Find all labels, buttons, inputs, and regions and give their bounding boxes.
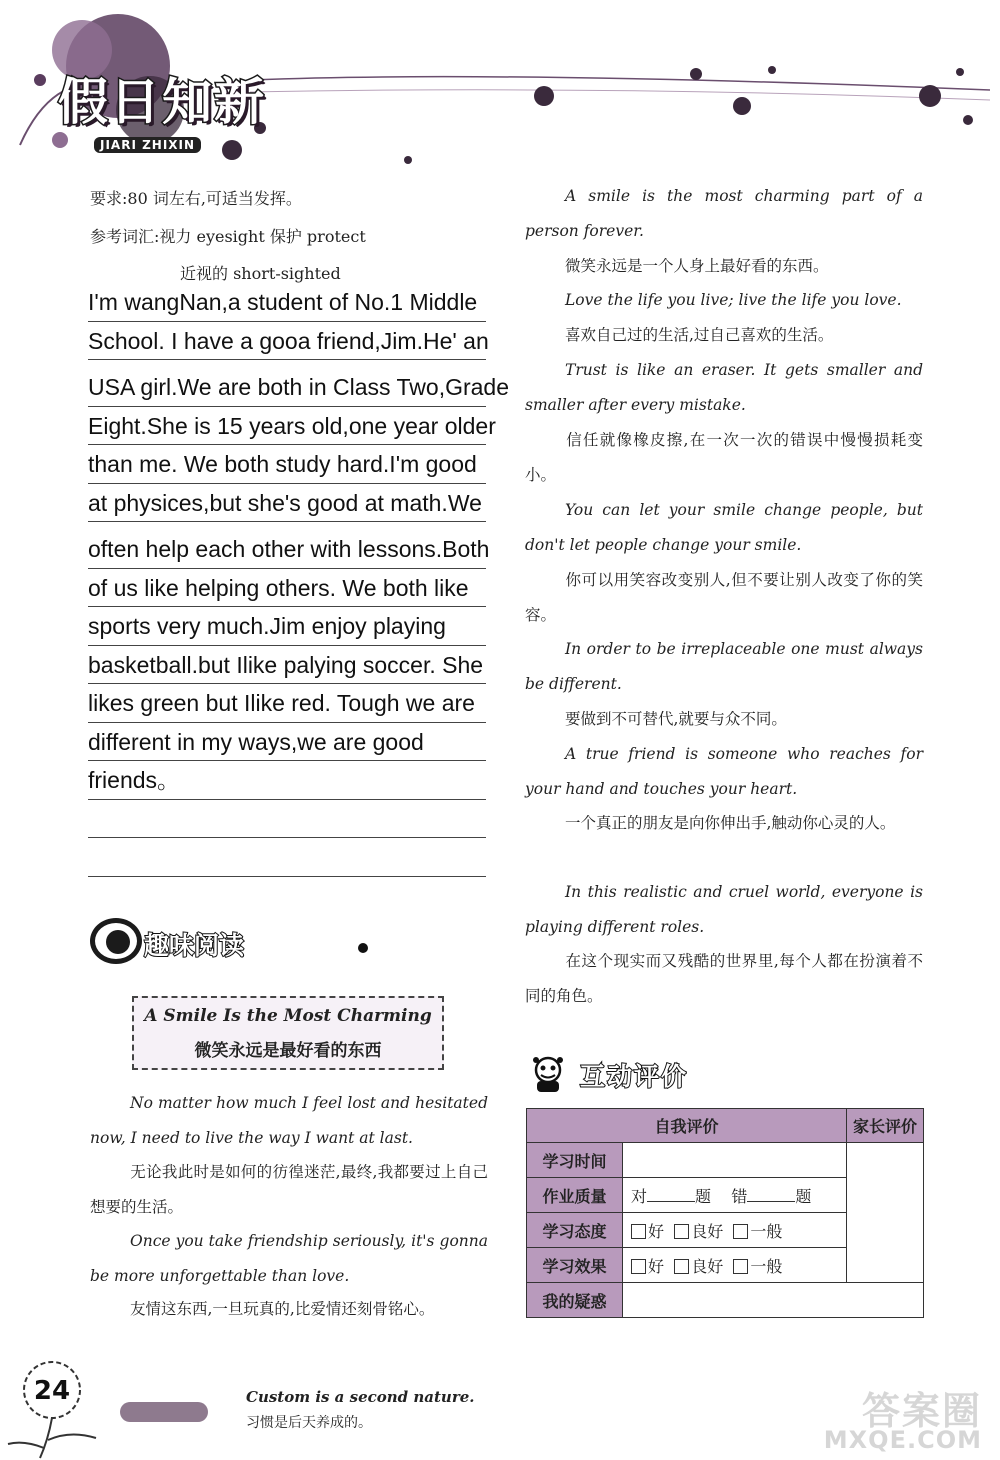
row-study-time: 学习时间 [527, 1143, 623, 1178]
reading-paragraph [525, 179, 923, 248]
reading-title-zh: 微笑永远是最好看的东西 [194, 1041, 382, 1061]
mascot-icon [528, 1054, 568, 1094]
attitude-options [623, 1213, 847, 1248]
checkbox-good[interactable] [631, 1259, 646, 1274]
essay-line: of us like helping others. We both like [88, 569, 486, 608]
paragraph-text: A true friend is someone who reaches for your hand and touches your heart. [525, 745, 923, 798]
paragraph-text: 一个真正的朋友是向你伸出手,触动你心灵的人。 [565, 814, 896, 832]
checkbox-fine[interactable] [674, 1259, 689, 1274]
row-my-questions: 我的疑惑 [527, 1283, 623, 1318]
reading-paragraph [525, 318, 923, 353]
paragraph-text: 微笑永远是一个人身上最好看的东西。 [565, 257, 829, 275]
fun-reading-heading [86, 912, 306, 974]
evaluation-table [526, 1108, 924, 1318]
paragraph-text: 友情这东西,一旦玩真的,比爱情还刻骨铭心。 [130, 1300, 435, 1318]
reading-title-en: A Smile Is the Most Charming [144, 1006, 432, 1026]
essay-line: different in my ways,we are good [88, 723, 486, 762]
motto-zh: 习惯是后天养成的。 [246, 1415, 372, 1431]
reading-paragraph [90, 1224, 488, 1293]
writing-requirement: 要求:80 词左右,可适当发挥。 [90, 189, 302, 208]
paragraph-text: 要做到不可替代,就要与众不同。 [565, 710, 787, 728]
vocab-line-1: 参考词汇:视力 eyesight 保护 protect [90, 227, 366, 246]
paragraph-text: In order to be irreplaceable one must always be different. [525, 640, 923, 693]
fun-reading-label: 趣味阅读 [144, 931, 245, 960]
vocab-line-2: 近视的 short-sighted [180, 264, 341, 283]
study-time-field[interactable] [623, 1143, 847, 1178]
question-label: 题 [795, 1186, 812, 1206]
essay-line [88, 800, 486, 839]
motto-en: Custom is a second nature. [246, 1388, 475, 1406]
reading-paragraph [525, 702, 923, 737]
essay-line: USA girl.We are both in Class Two,Grade [88, 368, 486, 407]
reading-paragraph [525, 493, 923, 562]
right-label: 对 [631, 1186, 648, 1206]
paragraph-text: 你可以用笑容改变别人,但不要让别人改变了你的笑容。 [525, 571, 923, 624]
option-normal: 一般 [750, 1221, 783, 1241]
paragraph-text: 无论我此时是如何的彷徨迷茫,最终,我都要过上自己想要的生活。 [90, 1163, 488, 1216]
checkbox-normal[interactable] [733, 1224, 748, 1239]
reading-paragraph [525, 353, 923, 422]
logo-subtitle: JIARI ZHIXIN [94, 137, 201, 153]
table-header-row [527, 1109, 924, 1143]
essay-line: basketball.but Ilike palying soccer. She [88, 646, 486, 685]
watermark-url: MXQE.COM [823, 1426, 982, 1454]
essay-line: School. I have a gooa friend,Jim.He' an [88, 322, 486, 361]
bullet-dot-icon [358, 943, 368, 953]
option-fine: 良好 [691, 1256, 724, 1276]
essay-line: often help each other with lessons.Both [88, 530, 486, 569]
essay-line: than me. We both study hard.I'm good [88, 445, 486, 484]
essay-line [88, 838, 486, 877]
option-good: 好 [648, 1221, 665, 1241]
col-parent-evaluation: 家长评价 [847, 1109, 924, 1143]
essay-line: friends。 [88, 761, 486, 800]
reading-paragraph [525, 737, 923, 806]
reading-paragraph [525, 249, 923, 284]
footer-pill-decoration [120, 1402, 208, 1422]
essay-line: likes green but Ilike red. Tough we are [88, 684, 486, 723]
reading-paragraph [90, 1086, 488, 1155]
watermark-logo: 答案圈 [861, 1389, 982, 1433]
row-study-attitude: 学习态度 [527, 1213, 623, 1248]
paragraph-text: In this realistic and cruel world, everyone is playing different roles. [525, 883, 923, 936]
col-self-evaluation: 自我评价 [527, 1109, 847, 1143]
paragraph-text: You can let your smile change people, but don't let people change your smile. [525, 501, 923, 554]
evaluation-label: 互动评价 [580, 1062, 689, 1091]
paragraph-text: A smile is the most charming part of a person forever. [525, 187, 923, 240]
reading-paragraph [525, 875, 923, 944]
table-row [527, 1143, 924, 1178]
row-homework-quality: 作业质量 [527, 1178, 623, 1213]
reading-disc-center-icon [106, 930, 130, 954]
paragraph-text: Trust is like an eraser. It gets smaller and smaller after every mistake. [525, 361, 923, 414]
option-fine: 良好 [691, 1221, 724, 1241]
essay-line: at physices,but she's good at math.We [88, 484, 486, 523]
essay-line: sports very much.Jim enjoy playing [88, 607, 486, 646]
essay-answer-area [88, 283, 528, 877]
wrong-count-blank[interactable] [747, 1188, 795, 1202]
paragraph-text: Once you take friendship seriously, it's gonna be more unforgettable than love. [90, 1232, 488, 1285]
logo-title: 假日知新 [58, 73, 266, 131]
wrong-label: 错 [731, 1186, 748, 1206]
reading-paragraph [525, 563, 923, 632]
row-study-effect: 学习效果 [527, 1248, 623, 1283]
reading-paragraph [90, 1292, 488, 1327]
essay-line: Eight.She is 15 years old,one year older [88, 407, 486, 446]
reading-paragraph [90, 1155, 488, 1224]
checkbox-normal[interactable] [733, 1259, 748, 1274]
essay-line: I'm wangNan,a student of No.1 Middle [88, 283, 486, 322]
option-normal: 一般 [750, 1256, 783, 1276]
effect-options [623, 1248, 847, 1283]
checkbox-good[interactable] [631, 1224, 646, 1239]
paragraph-text: 信任就像橡皮擦,在一次一次的错误中慢慢损耗变小。 [525, 431, 923, 484]
reading-paragraph [525, 423, 923, 492]
parent-evaluation-field[interactable] [847, 1143, 924, 1283]
option-good: 好 [648, 1256, 665, 1276]
homework-quality-field [623, 1178, 847, 1213]
page-number: 24 [33, 1376, 71, 1406]
page-header [0, 0, 1000, 175]
right-count-blank[interactable] [647, 1188, 695, 1202]
reading-paragraph [525, 806, 923, 841]
reading-title-box [132, 996, 444, 1070]
paragraph-text: 在这个现实而又残酷的世界里,每个人都在扮演着不同的角色。 [525, 952, 923, 1005]
paragraph-text: Love the life you live; live the life you love. [565, 291, 902, 309]
paragraph-text: 喜欢自己过的生活,过自己喜欢的生活。 [565, 326, 834, 344]
reading-paragraph [525, 283, 923, 318]
question-label: 题 [695, 1186, 712, 1206]
table-row [527, 1283, 924, 1318]
evaluation-heading [528, 1050, 728, 1096]
checkbox-fine[interactable] [674, 1224, 689, 1239]
paragraph-text: No matter how much I feel lost and hesitated now, I need to live the way I want at last. [90, 1094, 488, 1147]
reading-paragraph [525, 632, 923, 701]
my-questions-field[interactable] [623, 1283, 924, 1318]
reading-paragraph [525, 944, 923, 1013]
